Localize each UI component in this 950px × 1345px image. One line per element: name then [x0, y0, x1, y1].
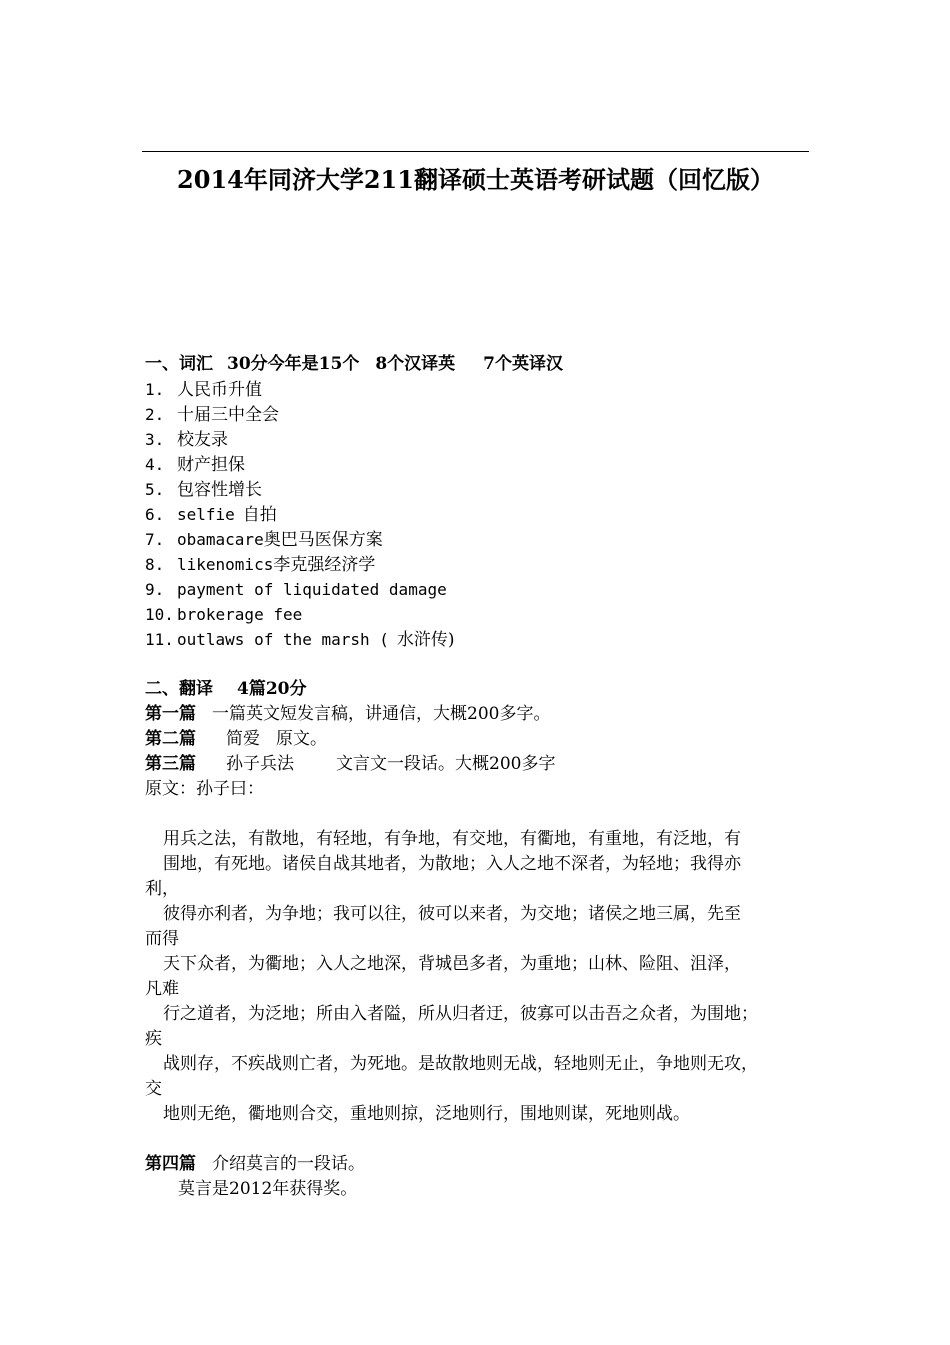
original-text-line: 利， — [145, 879, 179, 899]
passage-1 — [145, 702, 810, 727]
vocab-item-number: 2. — [145, 405, 165, 424]
original-text-line: 战则存，不疾战则亡者，为死地。是故散地则无战，轻地则无止，争地则无攻， — [163, 1054, 758, 1074]
original-text-line: 围地，有死地。诸侯自战其地者，为散地；入人之地不深者，为轻地；我得亦 — [163, 854, 741, 874]
section1-heading — [145, 352, 810, 377]
section2-heading-title: 二、翻译 — [145, 679, 213, 699]
vocab-item — [145, 577, 810, 602]
spacer — [145, 1127, 810, 1152]
spacer — [145, 802, 810, 827]
original-text-line: 而得 — [145, 929, 179, 949]
section2-heading-score: 4篇20分 — [237, 679, 307, 699]
original-text-line: 天下众者，为衢地；入人之地深，背城邑多者，为重地；山林、险阻、沮泽， — [163, 954, 741, 974]
vocab-item-number: 10. — [145, 605, 174, 624]
vocab-item-text: 人民币升值 — [177, 380, 262, 400]
vocab-item-english: brokerage fee — [177, 605, 303, 624]
vocab-item-english: payment of liquidated damage — [177, 580, 447, 599]
vocab-item-english: outlaws of the marsh ( — [177, 630, 389, 649]
vocab-item — [145, 602, 810, 627]
vocab-item — [145, 477, 810, 502]
passage-2-note: 原文。 — [276, 729, 327, 749]
section1-heading-c2e: 8个汉译英 — [375, 354, 456, 374]
vocab-item — [145, 527, 810, 552]
document-title: 2014年同济大学211翻译硕士英语考研试题（回忆版） — [177, 165, 774, 194]
vocab-item-text: 校友录 — [177, 430, 228, 450]
vocab-item — [145, 427, 810, 452]
passage-4-detail: 莫言是2012年获得奖。 — [178, 1179, 358, 1199]
passage-3-title: 孙子兵法 — [226, 754, 294, 774]
original-text-line: 凡难 — [145, 979, 179, 999]
vocab-item-number: 5. — [145, 480, 165, 499]
original-text-line: 交 — [145, 1079, 162, 1099]
passage-3-label: 第三篇 — [145, 754, 196, 774]
vocab-item-text: 财产担保 — [177, 455, 245, 475]
vocab-item — [145, 552, 810, 577]
passage-4-label: 第四篇 — [145, 1154, 196, 1174]
vocab-item-text: 李克强经济学 — [273, 555, 376, 575]
vocab-item — [145, 627, 810, 652]
original-text-line: 行之道者，为泛地；所由入者隘，所从归者迂，彼寡可以击吾之众者，为围地； — [163, 1004, 758, 1024]
document-body — [145, 352, 810, 1202]
vocab-item-text: 水浒传) — [396, 630, 455, 650]
vocab-item-english: selfie — [177, 505, 235, 524]
vocab-item-number: 7. — [145, 530, 165, 549]
passage-2 — [145, 727, 810, 752]
passage-4-text: 介绍莫言的一段话。 — [212, 1154, 365, 1174]
vocab-item — [145, 452, 810, 477]
vocab-item-number: 11. — [145, 630, 174, 649]
original-text-line: 疾 — [145, 1029, 162, 1049]
passage-2-label: 第二篇 — [145, 729, 196, 749]
original-text-line: 用兵之法，有散地，有轻地，有争地，有交地，有衢地，有重地，有泛地，有 — [163, 829, 741, 849]
vocab-item-text: 自拍 — [242, 505, 277, 525]
vocab-item-number: 8. — [145, 555, 165, 574]
original-text-line: 彼得亦利者，为争地；我可以往，彼可以来者，为交地；诸侯之地三属，先至 — [163, 904, 741, 924]
vocab-item-english: obamacare — [177, 530, 264, 549]
vocab-item-text: 十届三中全会 — [177, 405, 279, 425]
vocab-item-english: likenomics — [177, 555, 274, 574]
spacer — [145, 652, 810, 677]
vocab-item-number: 9. — [145, 580, 165, 599]
vocab-item-number: 4. — [145, 455, 165, 474]
vocab-item-number: 3. — [145, 430, 165, 449]
header-rule — [142, 151, 809, 152]
vocab-item-text: 包容性增长 — [177, 480, 262, 500]
passage-2-title: 简爱 — [226, 729, 260, 749]
vocab-item-text: 奥巴马医保方案 — [263, 530, 383, 550]
passage-1-label: 第一篇 — [145, 704, 196, 724]
original-text-line: 地则无绝，衢地则合交，重地则掠，泛地则行，围地则谋，死地则战。 — [163, 1104, 690, 1124]
passage-1-text: 一篇英文短发言稿，讲通信，大概200多字。 — [212, 704, 551, 724]
vocab-item-number: 1. — [145, 380, 165, 399]
original-label: 原文：孙子曰： — [145, 779, 264, 799]
passage-3-note: 文言文一段话。大概200多字 — [336, 754, 556, 774]
vocab-item — [145, 502, 810, 527]
section1-heading-e2c: 7个英译汉 — [483, 354, 564, 374]
section2-heading — [145, 677, 810, 702]
vocab-item — [145, 377, 810, 402]
passage-4 — [145, 1152, 810, 1177]
passage-3 — [145, 752, 810, 777]
vocab-item-number: 6. — [145, 505, 165, 524]
section1-heading-score: 30分今年是15个 — [227, 354, 360, 374]
vocab-item — [145, 402, 810, 427]
section1-heading-title: 一、词汇 — [145, 354, 213, 374]
